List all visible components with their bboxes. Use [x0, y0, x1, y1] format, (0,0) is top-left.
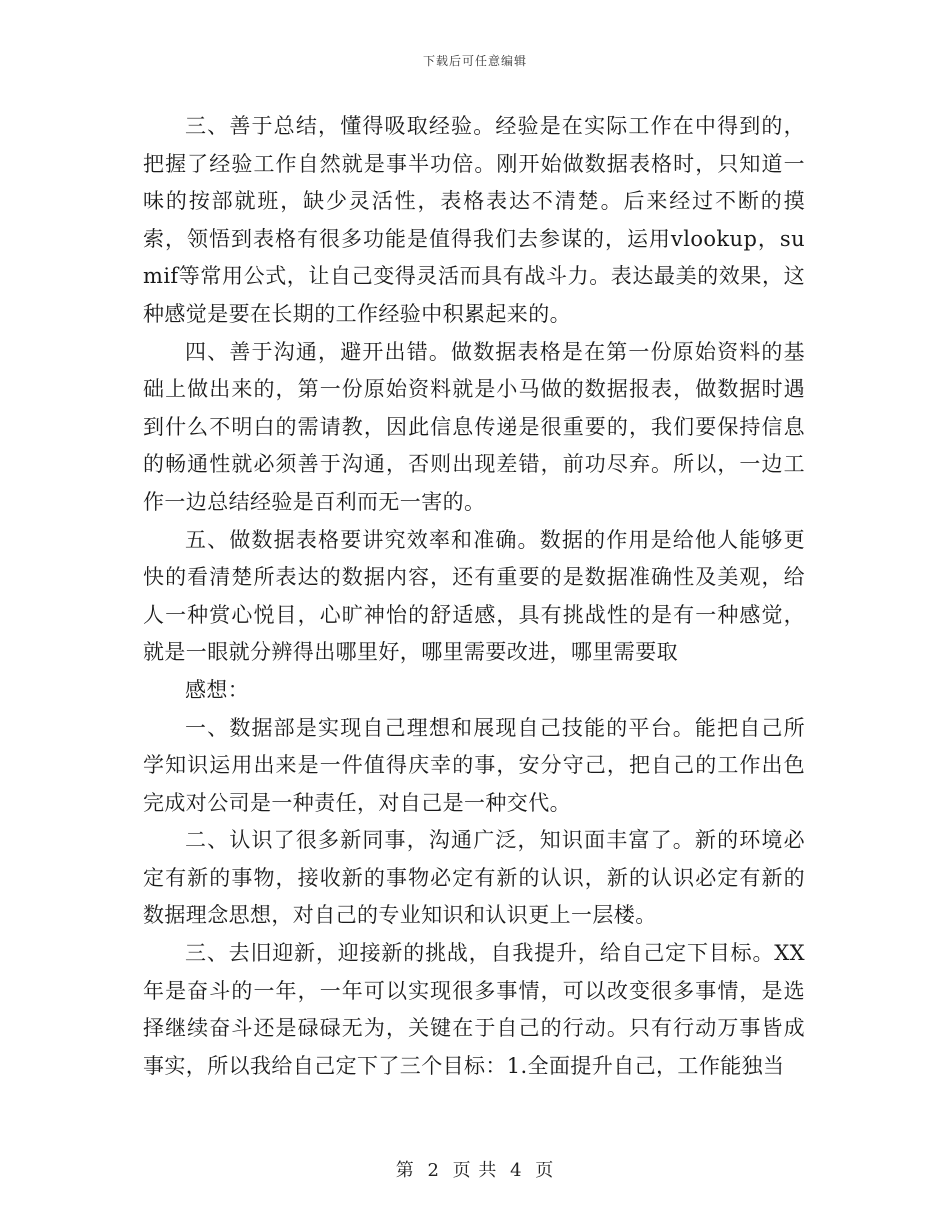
paragraph-reflection-goals: 三、去旧迎新，迎接新的挑战，自我提升，给自己定下目标。XX年是奋斗的一年，一年可以实现很多事情，可以改变很多事情，是选择继续奋斗还是碌碌无为，关键在于自己的行动。只有行动万事皆成事实，所以我给自己定下了三个目标：1.全面提升自己，工作能独当	[143, 941, 805, 1078]
footer-middle: 页 共	[452, 1160, 498, 1181]
footer-total-pages: 4	[510, 1160, 523, 1181]
paragraph-reflection-colleagues: 二、认识了很多新同事，沟通广泛，知识面丰富了。新的环境必定有新的事物，接收新的事物必定有新的认识，新的认识必定有新的数据理念思想，对自己的专业知识和认识更上一层楼。	[143, 828, 805, 928]
page-header: 下载后可任意编辑	[422, 54, 527, 68]
paragraph-reflection-platform: 一、数据部是实现自己理想和展现自己技能的平台。能把自己所学知识运用出来是一件值得庆幸的事，安分守己，把自己的工作出色完成对公司是一种责任，对自己是一种交代。	[143, 715, 805, 815]
paragraph-efficiency-accuracy: 五、做数据表格要讲究效率和准确。数据的作用是给他人能够更快的看清楚所表达的数据内容，还有重要的是数据准确性及美观，给人一种赏心悦目，心旷神怡的舒适感，具有挑战性的是有一种感觉，就是一眼就分辨得出哪里好，哪里需要改进，哪里需要取	[143, 527, 805, 665]
document-body	[143, 108, 805, 1085]
footer-page-number: 2	[427, 1160, 440, 1181]
section-heading-reflections: 感想：	[185, 677, 250, 702]
footer-prefix: 第	[395, 1160, 415, 1181]
paragraph-summary-experience: 三、善于总结，懂得吸取经验。经验是在实际工作在中得到的，把握了经验工作自然就是事半功倍。刚开始做数据表格时，只知道一味的按部就班，缺少灵活性，表格表达不清楚。后来经过不断的摸索，领悟到表格有很多功能是值得我们去参谋的，运用vlookup，sumif等常用公式，让自己变得灵活而具有战斗力。表达最美的效果，这种感觉是要在长期的工作经验中积累起来的。	[143, 114, 805, 326]
paragraph-communication: 四、善于沟通，避开出错。做数据表格是在第一份原始资料的基础上做出来的，第一份原始资料就是小马做的数据报表，做数据时遇到什么不明白的需请教，因此信息传递是很重要的，我们要保持信息的畅通性就必须善于沟通，否则出现差错，前功尽弃。所以，一边工作一边总结经验是百利而无一害的。	[143, 339, 805, 514]
footer-suffix: 页	[535, 1160, 555, 1181]
page-footer	[0, 1156, 950, 1182]
